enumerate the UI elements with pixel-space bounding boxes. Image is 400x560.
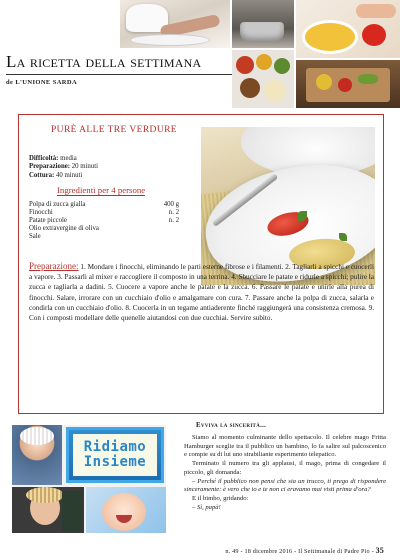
joke-paragraph: E il bimbo, gridando: xyxy=(192,494,249,502)
ingredient-name: Finocchi xyxy=(29,209,53,216)
issue-info: n. 49 - 18 dicembre 2016 - Il Settimanale di Padre Pio xyxy=(225,548,370,555)
child-photo xyxy=(12,487,84,533)
ingredient-name: Sale xyxy=(29,233,41,240)
section-title: La ricetta della settimana xyxy=(6,52,202,71)
recipe-meta xyxy=(29,155,98,180)
joke-answer: – Sì, papà! xyxy=(192,503,221,511)
joke-paragraph: Terminato il numero tra gli applausi, il mago, prima di congedare il piccolo, gli domanda: xyxy=(184,460,386,476)
preparation-label: Preparazione: xyxy=(29,261,79,271)
cook-time-value: 40 minuti xyxy=(56,171,83,179)
page-number: 35 xyxy=(375,546,384,555)
spices-photo xyxy=(232,50,294,108)
joke-question: – Perché il pubblico non pensi che sia un trucco, ti prego di rispondere sinceramente: è vero che io e te non ci eravamo mai visti prima d'ora? xyxy=(184,477,386,494)
masthead xyxy=(6,52,232,86)
ingredient-qty: n. 2 xyxy=(168,209,179,216)
einstein-photo xyxy=(12,425,62,485)
joke-title: Evviva la sincerità... xyxy=(196,422,267,429)
banner-line-1: Ridiamo xyxy=(83,439,147,455)
difficulty-label: Difficoltà: xyxy=(29,155,59,162)
ridiamo-insieme-banner xyxy=(66,427,164,483)
ingredients-list xyxy=(29,201,179,241)
ingredient-row xyxy=(29,209,179,217)
ingredient-row xyxy=(29,225,179,233)
ingredient-row xyxy=(29,201,179,209)
page-footer: n. 49 - 18 dicembre 2016 - Il Settimanale di Padre Pio - 35 xyxy=(225,546,384,555)
ingredient-qty: 400 g xyxy=(163,201,179,208)
preparation-text xyxy=(29,261,374,323)
section-source: de L'UNIONE SARDA xyxy=(6,79,78,86)
ingredient-row xyxy=(29,233,179,241)
laughing-baby-photo xyxy=(86,487,166,533)
ingredient-name: Polpa di zucca gialla xyxy=(29,201,86,208)
ingredients-title: Ingredienti per 4 persone xyxy=(57,185,146,195)
ridiamo-insieme-collage xyxy=(12,425,166,533)
prep-time-value: 20 minuti xyxy=(71,163,98,171)
recipe-title: PURÈ ALLE TRE VERDURE xyxy=(51,125,178,135)
ingredient-row xyxy=(29,217,179,225)
cook-time-label: Cottura: xyxy=(29,171,55,179)
vegetables-board-photo xyxy=(296,60,400,108)
prep-time-label: Preparazione: xyxy=(29,163,71,171)
chef-photo xyxy=(120,0,230,48)
kitchen-pot-photo xyxy=(232,0,294,48)
banner-line-2: Insieme xyxy=(83,454,147,470)
preparation-body: 1. Mondare i finocchi, eliminando le parti esterne fibrose e i filamenti. 2. Tagliarli a spicchi e cuocerli a vapore. 3. Passarli al mixer e raccogliere il composto in una terrina. 4. Sbucciare le patate e ridurle a spicchi; pulire la zucca e tagliarla a dadini. 5. Cuocere a vapore anche le patate e la zucca. 6. Passare le patate e unirle alla purea di finocchi. Salare, irrorare con un cucchiaio d'olio e amalgamare con cura. 7. Passare anche la polpa di zucca, salarla e condirla con un cucchiaio d'olio. 8. Cuocerla in un tegame antiaderente finché raggiungerà una consistenza cremosa. 9. Con i composti modellare delle quenelle aiutandosi con due cucchiai. Servire subito. xyxy=(29,263,375,323)
title-rule xyxy=(6,74,232,75)
salad-bowl-photo xyxy=(296,0,400,58)
difficulty-value: media xyxy=(60,155,77,162)
joke-text xyxy=(184,434,386,512)
ingredient-qty: n. 2 xyxy=(168,217,179,224)
recipe-box xyxy=(18,114,384,414)
joke-paragraph: Siamo al momento culminante dello spettacolo. Il celebre mago Fritta Hamburger sceglie tra il pubblico un bambino, lo fa salire sul palcoscenico e compie su di lui uno strabiliante esperimento telepatico. xyxy=(184,434,386,459)
ingredient-name: Patate piccole xyxy=(29,217,67,224)
ingredient-name: Olio extravergine di oliva xyxy=(29,225,99,232)
